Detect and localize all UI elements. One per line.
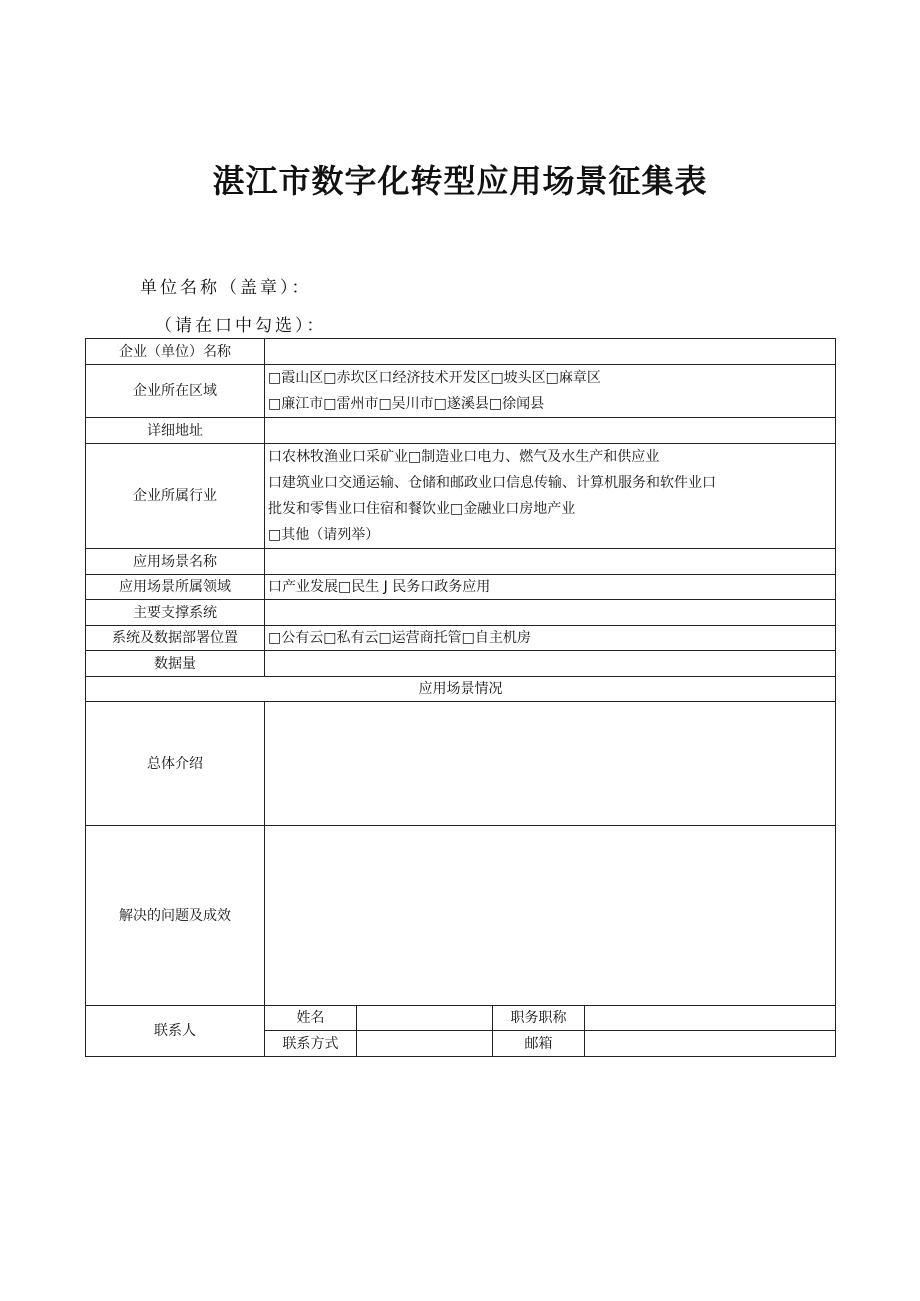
region-options-line-1: □霞山区□赤坎区口经济技术开发区□坡头区□麻章区 [268,370,601,386]
company-name-label: 企业（单位）名称 [86,339,265,365]
scene-name-field[interactable] [265,549,836,575]
checkbox-hint: （请在口中勾选）： [155,316,327,336]
industry-options-line-4: □其他（请列举） [268,527,380,543]
scene-field-label: 应用场景所属领域 [86,575,265,600]
data-volume-field[interactable] [265,651,836,677]
row-section-header [86,677,836,702]
unit-name-label: 单位名称（盖章）： [140,278,312,298]
scene-field-options[interactable]: 口产业发展□民生 J 民务口政务应用 [265,575,836,600]
address-field[interactable] [265,418,836,444]
phone-field[interactable] [357,1031,493,1057]
row-address [86,418,836,444]
support-system-field[interactable] [265,600,836,626]
job-title-label: 职务职称 [493,1006,585,1031]
region-options[interactable] [265,365,836,418]
solution-label: 解决的问题及成效 [86,826,265,1006]
name-label: 姓名 [265,1006,357,1031]
name-field[interactable] [357,1006,493,1031]
row-deploy [86,626,836,651]
contact-label: 联系人 [86,1006,265,1057]
industry-label: 企业所属行业 [86,444,265,549]
row-data-volume [86,651,836,677]
section-header: 应用场景情况 [86,677,836,702]
email-field[interactable] [585,1031,836,1057]
industry-options-line-3: 批发和零售业口住宿和餐饮业□金融业口房地产业 [268,501,576,517]
row-overview [86,702,836,826]
row-company-name [86,339,836,365]
application-form-table [85,338,836,1057]
row-scene-name [86,549,836,575]
document-title: 湛江市数字化转型应用场景征集表 [212,162,708,200]
overview-field[interactable] [265,702,836,826]
industry-options-line-2: 口建筑业口交通运输、仓储和邮政业口信息传输、计算机服务和软件业口 [268,475,716,491]
row-region [86,365,836,418]
support-system-label: 主要支撑系统 [86,600,265,626]
email-label: 邮箱 [493,1031,585,1057]
row-industry [86,444,836,549]
row-contact-1 [86,1006,836,1031]
region-options-line-2: □廉江市□雷州市□吴川市□遂溪县□徐闻县 [268,396,545,412]
company-name-field[interactable] [265,339,836,365]
region-label: 企业所在区域 [86,365,265,418]
job-title-field[interactable] [585,1006,836,1031]
deploy-label: 系统及数据部署位置 [86,626,265,651]
solution-field[interactable] [265,826,836,1006]
deploy-options[interactable]: □公有云□私有云□运营商托管□自主机房 [265,626,836,651]
row-solution [86,826,836,1006]
overview-label: 总体介绍 [86,702,265,826]
phone-label: 联系方式 [265,1031,357,1057]
row-scene-field [86,575,836,600]
data-volume-label: 数据量 [86,651,265,677]
industry-options-line-1: 口农林牧渔业口采矿业□制造业口电力、燃气及水生产和供应业 [268,449,660,465]
scene-name-label: 应用场景名称 [86,549,265,575]
industry-options[interactable] [265,444,836,549]
address-label: 详细地址 [86,418,265,444]
row-support-system [86,600,836,626]
